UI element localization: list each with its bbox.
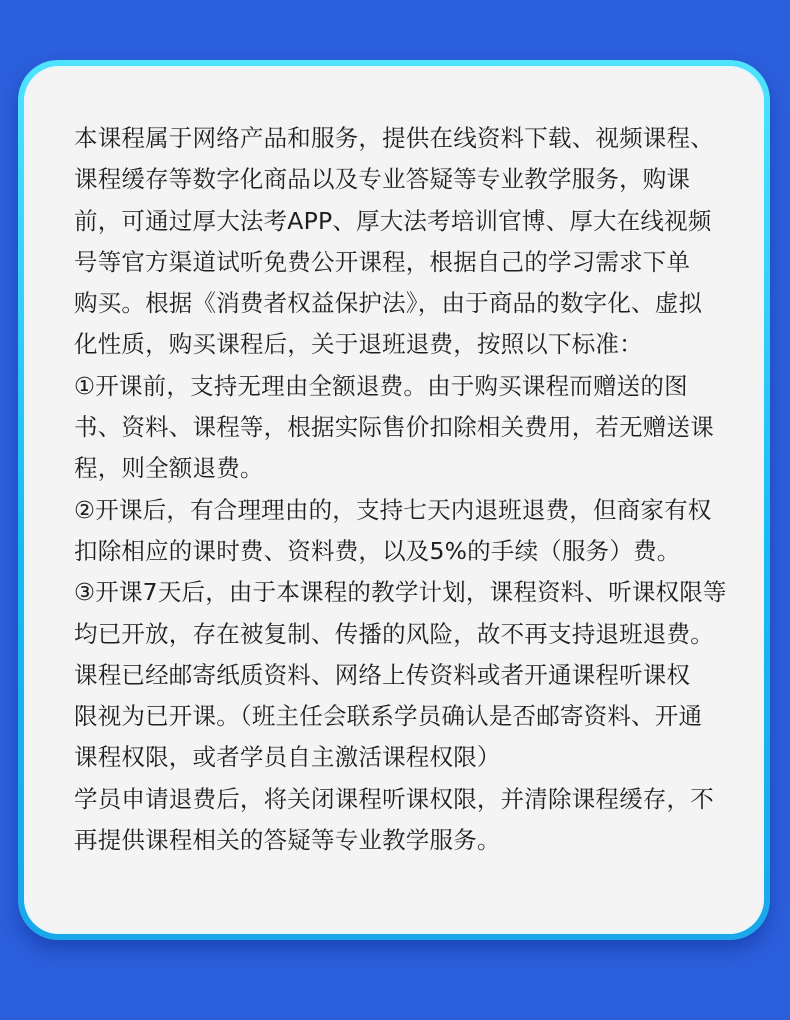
text-line: 号等官方渠道试听免费公开课程，根据自己的学习需求下单 bbox=[74, 247, 691, 276]
text-line: ②开课后，有合理理由的，支持七天内退班退费，但商家有权 bbox=[74, 495, 712, 524]
text-line: 程，则全额退费。 bbox=[74, 454, 264, 483]
refund-policy-card bbox=[24, 66, 764, 934]
text-line: 课程已经邮寄纸质资料、网络上传资料或者开通课程听课权 bbox=[74, 660, 691, 689]
text-line: 再提供课程相关的答疑等专业教学服务。 bbox=[74, 826, 501, 855]
text-line: 购买。根据《消费者权益保护法》，由于商品的数字化、虚拟 bbox=[74, 289, 703, 318]
text-line: 学员申请退费后，将关闭课程听课权限，并清除课程缓存，不 bbox=[74, 784, 714, 813]
text-line: 扣除相应的课时费、资料费，以及5%的手续（服务）费。 bbox=[74, 536, 681, 565]
refund-policy-text bbox=[74, 118, 727, 861]
text-line: 本课程属于网络产品和服务，提供在线资料下载、视频课程、 bbox=[74, 124, 714, 152]
text-line: 书、资料、课程等，根据实际售价扣除相关费用，若无赠送课 bbox=[74, 413, 714, 442]
text-line: 前，可通过厚大法考APP、厚大法考培训官博、厚大在线视频 bbox=[74, 206, 712, 235]
refund-policy-card-border bbox=[18, 60, 770, 940]
text-line: 课程缓存等数字化商品以及专业答疑等专业教学服务，购课 bbox=[74, 165, 691, 194]
text-line: 课程权限，或者学员自主激活课程权限） bbox=[74, 743, 501, 772]
text-line: 均已开放，存在被复制、传播的风险，故不再支持退班退费。 bbox=[74, 619, 714, 648]
text-line: 化性质，购买课程后，关于退班退费，按照以下标准： bbox=[74, 330, 643, 359]
text-line: 限视为已开课。（班主任会联系学员确认是否邮寄资料、开通 bbox=[74, 702, 703, 731]
text-line: ①开课前，支持无理由全额退费。由于购买课程而赠送的图 bbox=[74, 371, 688, 400]
text-line: ③开课7天后，由于本课程的教学计划，课程资料、听课权限等 bbox=[74, 578, 727, 607]
